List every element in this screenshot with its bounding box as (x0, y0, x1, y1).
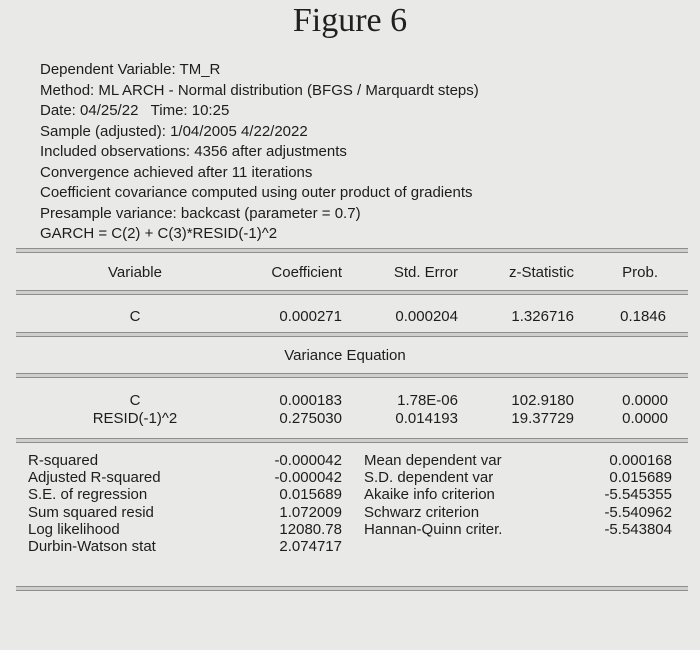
row-prob: 0.0000 (622, 410, 668, 427)
stat-value: -5.540962 (604, 503, 672, 521)
stats-left-values (246, 452, 342, 555)
mean-section-bottom-rule (16, 332, 688, 337)
header-observations: Included observations: 4356 after adjustments (40, 143, 347, 160)
row-std-error: 0.000204 (395, 308, 458, 325)
row-coefficient: 0.000183 (279, 392, 342, 409)
header-bottom-rule (16, 290, 688, 295)
col-header-std-error: Std. Error (393, 264, 458, 281)
stat-label: S.D. dependent var (364, 469, 494, 487)
stat-value: -0.000042 (274, 452, 342, 469)
header-dependent-variable: Dependent Variable: TM_R (40, 61, 221, 78)
variance-title-rule (16, 373, 688, 378)
stat-value: -5.545355 (604, 486, 672, 504)
figure-title: Figure 6 (292, 2, 408, 39)
stats-right-values (572, 452, 672, 538)
col-header-prob: Prob. (622, 264, 658, 281)
stat-value: 12080.78 (279, 520, 342, 538)
row-coefficient: 0.000271 (279, 308, 342, 325)
stat-label: S.E. of regression (28, 486, 148, 504)
header-covariance: Coefficient covariance computed using outer product of gradients (40, 184, 473, 201)
table-top-rule (16, 248, 688, 253)
stat-label: R-squared (28, 452, 99, 469)
row-prob: 0.1846 (620, 308, 666, 325)
row-std-error: 0.014193 (395, 410, 458, 427)
table-bottom-rule (16, 586, 688, 591)
stat-label: Hannan-Quinn criter. (364, 520, 503, 538)
stat-value: 0.000168 (609, 452, 672, 469)
stat-label: Akaike info criterion (364, 486, 495, 504)
header-garch-spec: GARCH = C(2) + C(3)*RESID(-1)^2 (40, 225, 278, 242)
row-z-statistic: 1.326716 (511, 308, 574, 325)
stat-value: 0.015689 (279, 486, 342, 504)
row-variable: RESID(-1)^2 (92, 410, 178, 427)
header-convergence: Convergence achieved after 11 iterations (40, 163, 313, 181)
header-sample: Sample (adjusted): 1/04/2005 4/22/2022 (40, 122, 308, 140)
stat-label: Adjusted R-squared (28, 469, 161, 487)
col-header-z-statistic: z-Statistic (508, 264, 574, 281)
stat-value: -0.000042 (274, 469, 342, 487)
stats-left-labels (28, 452, 161, 555)
row-variable: C (129, 392, 141, 409)
stats-right-labels (364, 452, 502, 538)
stat-value: 0.015689 (609, 469, 672, 487)
stat-value: -5.543804 (604, 520, 672, 538)
stat-label: Schwarz criterion (364, 503, 480, 521)
row-z-statistic: 19.37729 (511, 410, 574, 427)
stat-label: Log likelihood (28, 520, 120, 538)
row-std-error: 1.78E-06 (397, 392, 458, 409)
row-z-statistic: 102.9180 (511, 392, 574, 409)
header-date-time: Date: 04/25/22 Time: 10:25 (40, 102, 230, 119)
col-header-variable: Variable (108, 264, 162, 281)
row-prob: 0.0000 (622, 392, 668, 409)
stat-label: Sum squared resid (28, 503, 154, 521)
row-coefficient: 0.275030 (279, 410, 342, 427)
variance-equation-title: Variance Equation (284, 347, 406, 364)
variance-section-bottom-rule (16, 438, 688, 443)
stat-label: Mean dependent var (364, 452, 502, 469)
stat-value: 1.072009 (279, 503, 342, 521)
header-method: Method: ML ARCH - Normal distribution (BFGS / Marquardt steps) (40, 81, 479, 99)
stat-label: Durbin-Watson stat (28, 538, 156, 556)
header-presample: Presample variance: backcast (parameter = 0.7) (40, 204, 361, 222)
row-variable: C (129, 308, 141, 325)
estimation-header (40, 60, 660, 245)
stat-value: 2.074717 (279, 538, 342, 556)
col-header-coefficient: Coefficient (271, 264, 342, 281)
